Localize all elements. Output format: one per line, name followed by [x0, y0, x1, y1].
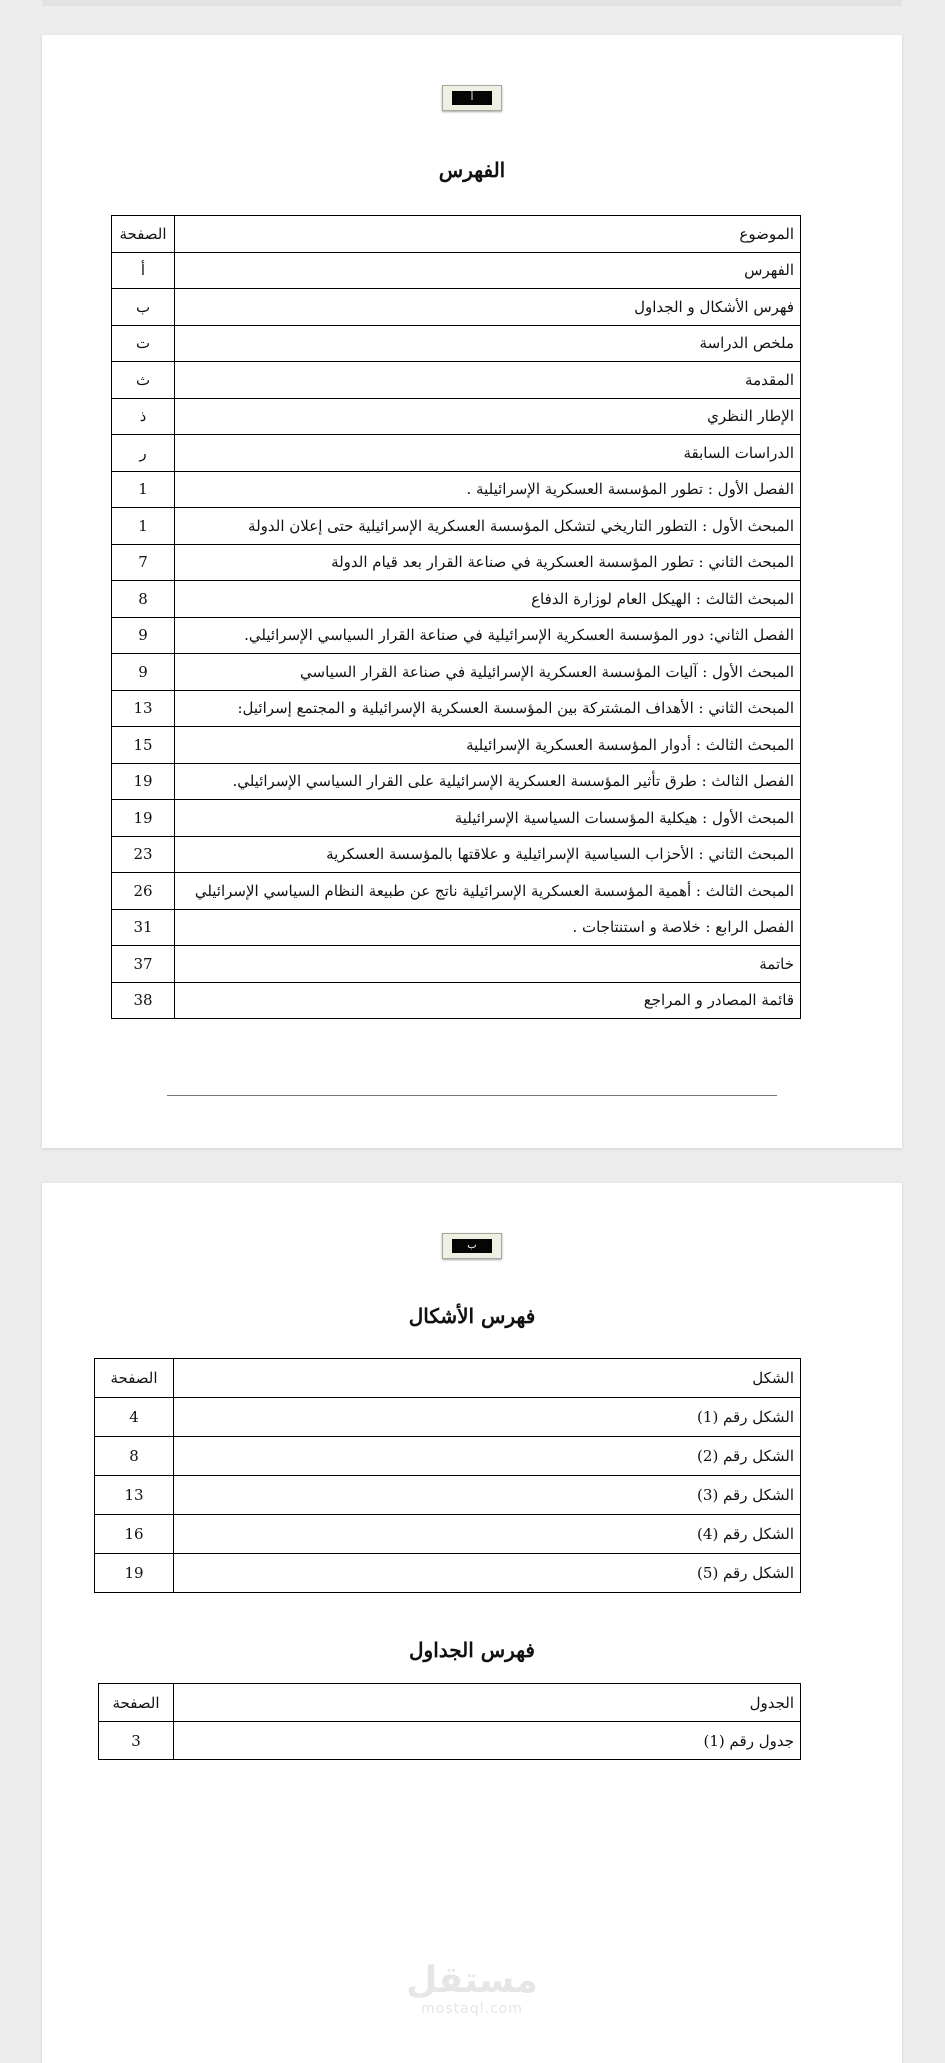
row-page: 9: [112, 654, 175, 691]
header-figure: الشكل: [174, 1359, 801, 1398]
row-topic: الدراسات السابقة: [175, 435, 801, 472]
row-topic: الشكل رقم (5): [174, 1554, 801, 1593]
header-page: الصفحة: [112, 216, 175, 253]
header-page: الصفحة: [95, 1359, 174, 1398]
table-row: [112, 909, 801, 946]
document-page-1: [42, 35, 902, 1148]
tables-index-title: فهرس الجداول: [409, 1638, 535, 1662]
row-page: 4: [95, 1398, 174, 1437]
row-page: 16: [95, 1515, 174, 1554]
table-row: [112, 581, 801, 618]
row-page: 13: [112, 690, 175, 727]
row-page: ت: [112, 325, 175, 362]
row-page: 19: [112, 800, 175, 837]
row-page: 13: [95, 1476, 174, 1515]
row-topic: المبحث الثالث : الهيكل العام لوزارة الدفاع: [175, 581, 801, 618]
tables-table: [98, 1683, 801, 1760]
header-page: الصفحة: [99, 1684, 174, 1722]
header-topic: الموضوع: [175, 216, 801, 253]
figures-table: [94, 1358, 801, 1593]
page-number-label: أ: [452, 91, 492, 105]
row-topic: المبحث الثاني : الأهداف المشتركة بين المؤسسة العسكرية الإسرائيلية و المجتمع إسرائيل:: [175, 690, 801, 727]
row-page: 1: [112, 471, 175, 508]
table-row: [112, 800, 801, 837]
row-page: 23: [112, 836, 175, 873]
row-topic: المبحث الأول : هيكلية المؤسسات السياسية الإسرائيلية: [175, 800, 801, 837]
table-row: [112, 654, 801, 691]
row-page: أ: [112, 252, 175, 289]
table-row: [112, 763, 801, 800]
table-row: [112, 836, 801, 873]
table-row: [112, 727, 801, 764]
row-page: 3: [99, 1722, 174, 1760]
table-header-row: [95, 1359, 801, 1398]
row-topic: الفصل الثالث : طرق تأثير المؤسسة العسكرية الإسرائيلية على القرار السياسي الإسرائيلي.: [175, 763, 801, 800]
row-page: 37: [112, 946, 175, 983]
watermark-arabic: مستقل: [406, 1960, 538, 2001]
row-topic: الفصل الثاني: دور المؤسسة العسكرية الإسرائيلية في صناعة القرار السياسي الإسرائيلي.: [175, 617, 801, 654]
table-row: [95, 1437, 801, 1476]
page-footer-rule: [167, 1095, 777, 1096]
table-row: [112, 982, 801, 1019]
table-row: [112, 362, 801, 399]
row-topic: المبحث الثالث : أدوار المؤسسة العسكرية الإسرائيلية: [175, 727, 801, 764]
table-row: [112, 617, 801, 654]
row-page: 19: [112, 763, 175, 800]
table-row: [112, 946, 801, 983]
page-number-badge: [442, 85, 502, 111]
row-topic: الفصل الأول : تطور المؤسسة العسكرية الإسرائيلية .: [175, 471, 801, 508]
row-page: ذ: [112, 398, 175, 435]
row-page: 7: [112, 544, 175, 581]
header-table: الجدول: [174, 1684, 801, 1722]
page-number-badge: [442, 1233, 502, 1259]
row-topic: خاتمة: [175, 946, 801, 983]
table-row: [112, 544, 801, 581]
table-row: [112, 471, 801, 508]
row-topic: المبحث الأول : آليات المؤسسة العسكرية الإسرائيلية في صناعة القرار السياسي: [175, 654, 801, 691]
row-topic: فهرس الأشكال و الجداول: [175, 289, 801, 326]
row-topic: المبحث الثالث : أهمية المؤسسة العسكرية الإسرائيلية ناتج عن طبيعة النظام السياسي الإسرائيلي: [175, 873, 801, 910]
previous-page-edge: [42, 0, 902, 6]
table-row: [112, 325, 801, 362]
row-topic: ملخص الدراسة: [175, 325, 801, 362]
table-row: [112, 690, 801, 727]
document-page-2: [42, 1183, 902, 2063]
row-topic: الإطار النظري: [175, 398, 801, 435]
table-row: [112, 508, 801, 545]
row-page: 19: [95, 1554, 174, 1593]
row-topic: المبحث الثاني : تطور المؤسسة العسكرية في صناعة القرار بعد قيام الدولة: [175, 544, 801, 581]
toc-table: [111, 215, 801, 1019]
watermark-latin: mostaql.com: [421, 2001, 523, 2017]
table-header-row: [112, 216, 801, 253]
table-row: [112, 252, 801, 289]
table-row: [95, 1476, 801, 1515]
mostaql-watermark: [406, 1961, 538, 2017]
row-page: ر: [112, 435, 175, 472]
table-row: [99, 1722, 801, 1760]
row-topic: المبحث الأول : التطور التاريخي لتشكل المؤسسة العسكرية الإسرائيلية حتى إعلان الدولة: [175, 508, 801, 545]
row-topic: الشكل رقم (2): [174, 1437, 801, 1476]
figures-index-title: فهرس الأشكال: [408, 1304, 536, 1328]
row-topic: الشكل رقم (3): [174, 1476, 801, 1515]
row-page: ث: [112, 362, 175, 399]
table-header-row: [99, 1684, 801, 1722]
row-topic: الفصل الرابع : خلاصة و استنتاجات .: [175, 909, 801, 946]
row-page: 26: [112, 873, 175, 910]
row-page: ب: [112, 289, 175, 326]
table-row: [112, 873, 801, 910]
toc-title: الفهرس: [438, 158, 506, 182]
row-topic: الشكل رقم (1): [174, 1398, 801, 1437]
row-page: 31: [112, 909, 175, 946]
page-number-label: ب: [452, 1239, 492, 1253]
row-topic: جدول رقم (1): [174, 1722, 801, 1760]
row-page: 38: [112, 982, 175, 1019]
table-row: [95, 1398, 801, 1437]
table-row: [112, 435, 801, 472]
row-topic: الشكل رقم (4): [174, 1515, 801, 1554]
table-row: [112, 289, 801, 326]
table-row: [95, 1515, 801, 1554]
row-page: 8: [112, 581, 175, 618]
row-topic: المبحث الثاني : الأحزاب السياسية الإسرائيلية و علاقتها بالمؤسسة العسكرية: [175, 836, 801, 873]
row-page: 1: [112, 508, 175, 545]
row-page: 15: [112, 727, 175, 764]
row-topic: الفهرس: [175, 252, 801, 289]
row-topic: المقدمة: [175, 362, 801, 399]
table-row: [95, 1554, 801, 1593]
row-page: 8: [95, 1437, 174, 1476]
row-topic: قائمة المصادر و المراجع: [175, 982, 801, 1019]
row-page: 9: [112, 617, 175, 654]
table-row: [112, 398, 801, 435]
